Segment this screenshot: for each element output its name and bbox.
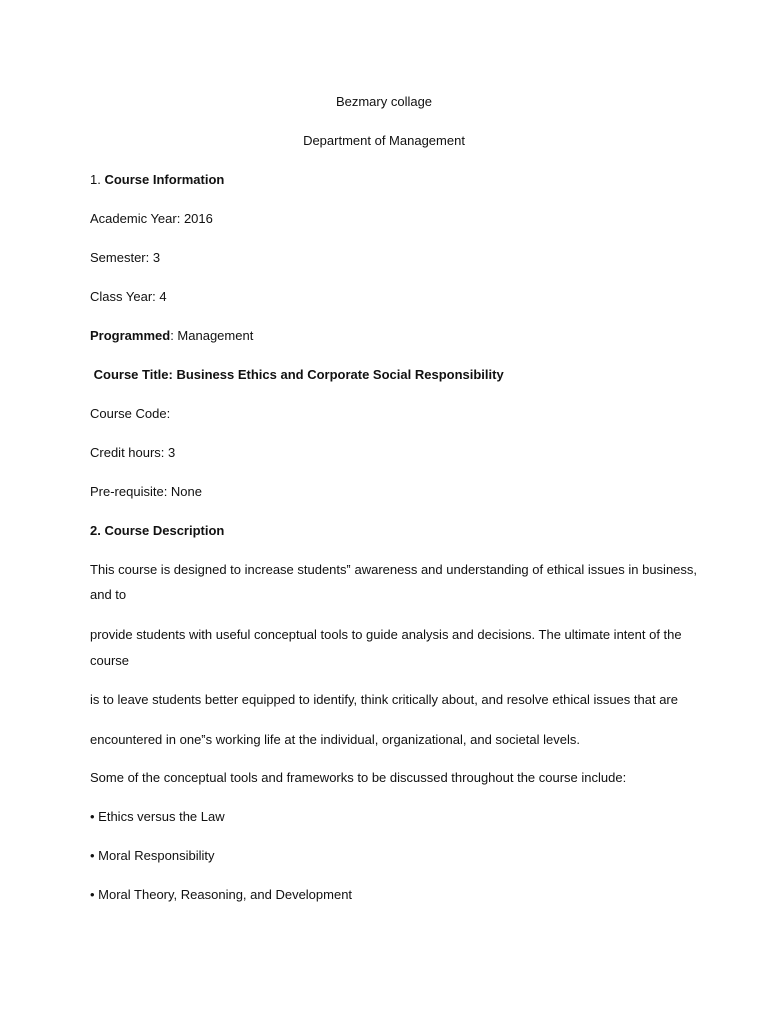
section-1-title: Course Information bbox=[104, 172, 225, 187]
department-name: Department of Management bbox=[303, 133, 465, 148]
academic-year: Academic Year: 2016 bbox=[90, 211, 213, 226]
bullet-item: • Ethics versus the Law bbox=[90, 809, 225, 824]
section-1-number: 1. bbox=[90, 172, 105, 187]
description-line: and to bbox=[90, 587, 127, 602]
programmed bbox=[90, 328, 253, 344]
description-line: This course is designed to increase students‟ awareness and understanding of ethical issues in business, bbox=[90, 562, 698, 577]
bullet-item: • Moral Responsibility bbox=[90, 848, 215, 863]
section-1-heading bbox=[90, 172, 224, 188]
section-2-heading: 2. Course Description bbox=[90, 523, 225, 538]
course-code: Course Code: bbox=[90, 406, 171, 421]
description-line: course bbox=[90, 653, 130, 668]
description-line: is to leave students better equipped to identify, think critically about, and resolve ethical issues that are bbox=[90, 692, 678, 707]
programmed-label: Programmed bbox=[90, 328, 171, 343]
credit-hours: Credit hours: 3 bbox=[90, 445, 176, 460]
course-title: Course Title: Business Ethics and Corporate Social Responsibility bbox=[90, 367, 504, 382]
bullet-item: • Moral Theory, Reasoning, and Development bbox=[90, 887, 353, 902]
programmed-value: : Management bbox=[170, 328, 254, 343]
semester: Semester: 3 bbox=[90, 250, 161, 265]
class-year: Class Year: 4 bbox=[90, 289, 167, 304]
institution-name: Bezmary collage bbox=[335, 94, 433, 109]
prerequisite: Pre-requisite: None bbox=[90, 484, 202, 499]
description-line: provide students with useful conceptual tools to guide analysis and decisions. The ultimate intent of the bbox=[90, 627, 682, 642]
description-line: Some of the conceptual tools and frameworks to be discussed throughout the course include: bbox=[90, 770, 627, 785]
description-line: encountered in one‟s working life at the individual, organizational, and societal levels. bbox=[90, 732, 580, 747]
